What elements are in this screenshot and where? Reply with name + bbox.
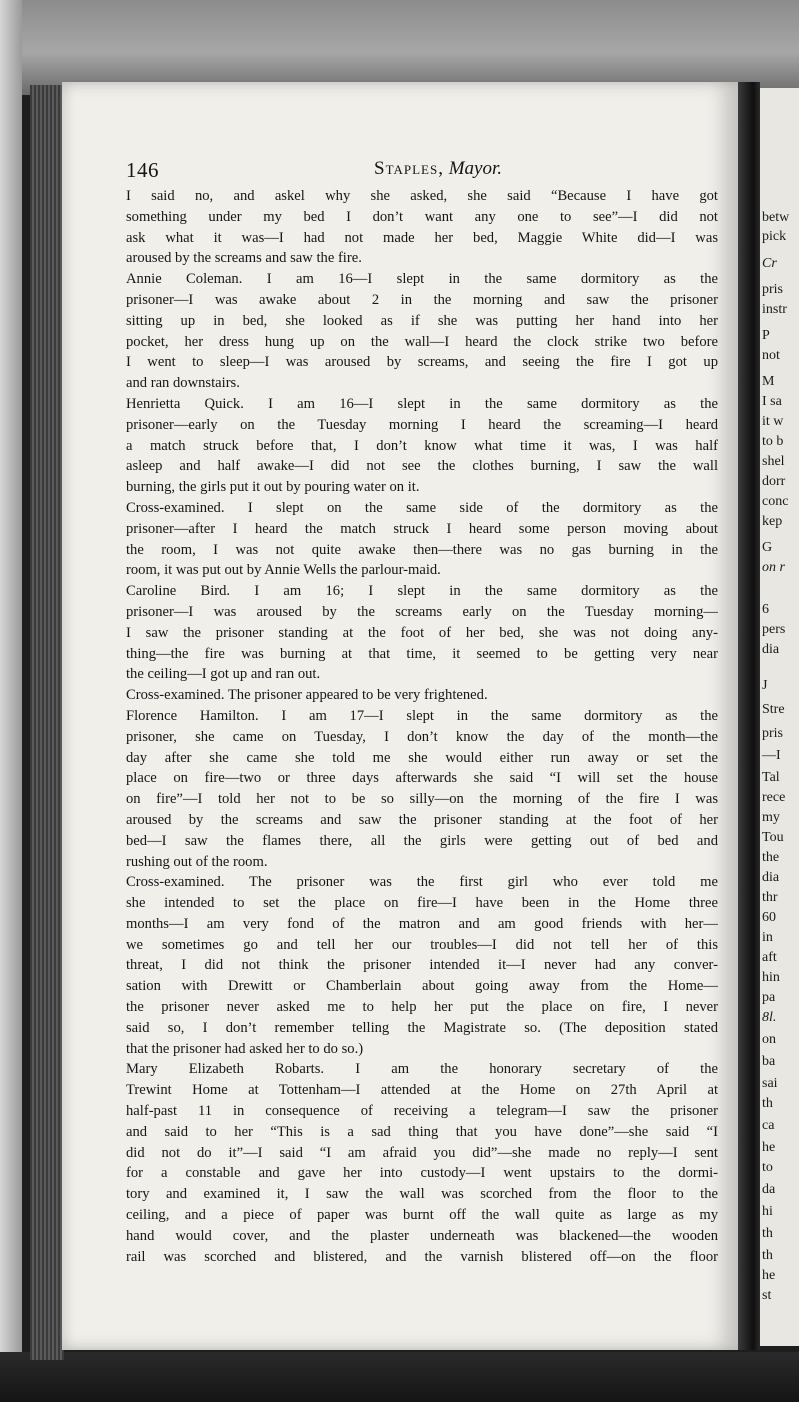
adjacent-page-fragment: Tou — [762, 830, 784, 845]
text-line: burning, the girls put it out by pouring water on it. — [126, 479, 420, 496]
adjacent-page-fragment: the — [762, 850, 780, 865]
adjacent-page-fragment: my — [762, 810, 780, 825]
text-line: I saw the prisoner standing at the foot of her bed, she was not doing any- — [126, 624, 718, 641]
text-line: sation with Drewitt or Chamberlain about going away from the Home— — [126, 978, 718, 995]
adjacent-page-fragment: dorr — [762, 474, 786, 489]
text-line: tory and examined it, I saw the wall was scorched from the floor to the — [126, 1186, 718, 1203]
adjacent-page-147 — [760, 88, 799, 1346]
text-line: place on fire—two or three days afterwards she said “I will set the house — [126, 770, 718, 787]
adjacent-page-fragment: th — [762, 1248, 773, 1263]
adjacent-page-fragment: on — [762, 1032, 776, 1047]
text-line: prisoner—after I heard the match struck I heard some person moving about — [126, 520, 718, 537]
text-line: that the prisoner had asked her to do so.) — [126, 1040, 364, 1057]
adjacent-page-fragment: 8l. — [762, 1010, 777, 1025]
adjacent-page-fragment: sai — [762, 1076, 778, 1091]
scanner-background-left — [0, 0, 22, 1402]
text-line: hand would cover, and the plaster underneath was blackened—the wooden — [126, 1227, 718, 1244]
adjacent-page-fragment: 6 — [762, 602, 769, 617]
text-line: prisoner, she came on Tuesday, I don’t know the day of the month—the — [126, 728, 718, 745]
text-line: day after she came she told me she would either run away or set the — [126, 749, 718, 766]
adjacent-page-fragment: pris — [762, 726, 783, 741]
text-line: threat, I did not think the prisoner intended it—I never had any conver- — [126, 957, 718, 974]
adjacent-page-fragment: P — [762, 328, 770, 343]
adjacent-page-fragment: st — [762, 1288, 772, 1303]
text-line: prisoner—I was awake about 2 in the morning and saw the prisoner — [126, 291, 718, 308]
text-line: half-past 11 in consequence of receiving a telegram—I saw the prisoner — [126, 1103, 718, 1120]
text-line: I said no, and askel why she asked, she said “Because I have got — [126, 188, 718, 204]
adjacent-page-fragment: thr — [762, 890, 778, 905]
text-line: room, it was put out by Annie Wells the parlour-maid. — [126, 562, 441, 579]
text-line: Cross-examined. The prisoner was the first girl who ever told me — [126, 874, 718, 891]
text-line: Annie Coleman. I am 16—I slept in the same dormitory as the — [126, 271, 718, 288]
text-line: the ceiling—I got up and ran out. — [126, 666, 321, 683]
text-line: we sometimes go and tell her our troubles—I did not tell her of this — [126, 936, 718, 953]
text-line: months—I am very fond of the matron and am good friends with her— — [126, 915, 718, 932]
adjacent-page-fragment: pa — [762, 990, 776, 1005]
text-line: said so, I don’t remember telling the Magistrate so. (The deposition stated — [126, 1019, 718, 1036]
text-line: Trewint Home at Tottenham—I attended at the Home on 27th April at — [126, 1082, 718, 1099]
book-page-edges — [30, 85, 64, 1360]
running-head-name: Staples, — [374, 158, 444, 179]
testimony-text — [126, 186, 718, 1267]
adjacent-page-fragment: to b — [762, 434, 784, 449]
text-line: bed—I saw the flames there, all the girls were getting out of bed and — [126, 832, 718, 849]
text-line: prisoner—I was aroused by the screams early on the Tuesday morning— — [126, 603, 718, 620]
text-line: and said to her “This is a sad thing that you have done”—she said “I — [126, 1123, 718, 1140]
text-line: rail was scorched and blistered, and the varnish blistered off—on the floor — [126, 1248, 718, 1265]
text-line: Mary Elizabeth Robarts. I am the honorary secretary of the — [126, 1061, 718, 1078]
text-line: on fire”—I told her not to be so silly—on the morning of the fire I was — [126, 791, 718, 808]
text-line: ceiling, and a piece of paper was burnt off the wall quite as large as my — [126, 1207, 718, 1224]
running-head-title: Mayor. — [448, 158, 503, 179]
text-line: and ran downstairs. — [126, 375, 240, 392]
adjacent-page-fragment: betw — [762, 210, 790, 225]
text-line: did not do it”—I said “I am afraid you did”—she made no reply—I sent — [126, 1144, 718, 1161]
page-number: 146 — [126, 158, 159, 182]
adjacent-page-fragment: M — [762, 374, 775, 389]
text-line: the prisoner never asked me to help her put the place on fire, I never — [126, 999, 718, 1016]
adjacent-page-fragment: pris — [762, 282, 783, 297]
text-line: asleep and half awake—I did not see the clothes burning, I saw the wall — [126, 458, 718, 475]
book-page-146 — [62, 82, 738, 1350]
text-line: rushing out of the room. — [126, 853, 268, 870]
text-line: aroused by the screams and saw the fire. — [126, 250, 362, 267]
adjacent-page-fragment: instr — [762, 302, 787, 317]
adjacent-page-fragment: th — [762, 1226, 773, 1241]
adjacent-page-fragment: he — [762, 1140, 776, 1155]
text-line: I went to sleep—I was aroused by screams, and seeing the fire I got up — [126, 354, 718, 371]
adjacent-page-fragment: hi — [762, 1204, 773, 1219]
text-line: ask what it was—I had not made her bed, Maggie White did—I was — [126, 229, 718, 246]
adjacent-page-fragment: dia — [762, 870, 780, 885]
text-line: she intended to set the place on fire—I have been in the Home three — [126, 895, 718, 912]
text-line: Cross-examined. The prisoner appeared to be very frightened. — [126, 687, 488, 704]
text-line: Henrietta Quick. I am 16—I slept in the same dormitory as the — [126, 395, 718, 412]
scanner-background-top — [0, 0, 799, 95]
adjacent-page-fragment: Cr — [762, 256, 777, 271]
adjacent-page-fragment: —I — [762, 748, 781, 763]
text-line: Cross-examined. I slept on the same side of the dormitory as the — [126, 499, 718, 516]
text-line: pocket, her dress hung up on the wall—I heard the clock strike two before — [126, 333, 718, 350]
adjacent-page-fragment: shel — [762, 454, 785, 469]
adjacent-page-fragment: dia — [762, 642, 780, 657]
adjacent-page-fragment: I sa — [762, 394, 782, 409]
text-line: for a constable and gave her into custody—I went upstairs to the dormi- — [126, 1165, 718, 1182]
scanner-background-bottom — [0, 1352, 799, 1402]
adjacent-page-fragment: on r — [762, 560, 785, 575]
adjacent-page-fragment: conc — [762, 494, 789, 509]
adjacent-page-fragment: it w — [762, 414, 784, 429]
text-line: something under my bed I don’t want any one to see”—I did not — [126, 208, 718, 225]
text-line: thing—the fire was burning at that time, it seemed to be getting very near — [126, 645, 718, 662]
adjacent-page-fragment: ba — [762, 1054, 776, 1069]
adjacent-page-fragment: to — [762, 1160, 773, 1175]
running-head — [374, 158, 502, 180]
adjacent-page-fragment: pick — [762, 229, 787, 244]
text-line: the room, I was not quite awake then—there was no gas burning in the — [126, 541, 718, 558]
text-line: aroused by the screams and saw the prisoner standing at the foot of her — [126, 811, 718, 828]
adjacent-page-fragment: not — [762, 348, 780, 363]
adjacent-page-fragment: Stre — [762, 702, 785, 717]
adjacent-page-fragment: hin — [762, 970, 780, 985]
adjacent-page-fragment: J — [762, 678, 768, 693]
text-line: Florence Hamilton. I am 17—I slept in the same dormitory as the — [126, 707, 718, 724]
adjacent-page-fragment: da — [762, 1182, 776, 1197]
adjacent-page-fragment: G — [762, 540, 773, 555]
text-line: Caroline Bird. I am 16; I slept in the same dormitory as the — [126, 583, 718, 600]
adjacent-page-fragment: pers — [762, 622, 786, 637]
adjacent-page-fragment: he — [762, 1268, 776, 1283]
adjacent-page-fragment: ca — [762, 1118, 775, 1133]
adjacent-page-fragment: aft — [762, 950, 777, 965]
adjacent-page-fragment: Tal — [762, 770, 780, 785]
adjacent-page-fragment: rece — [762, 790, 786, 805]
adjacent-page-fragment: 60 — [762, 910, 776, 925]
text-line: a match struck before that, I don’t know what time it was, I was half — [126, 437, 718, 454]
text-line: sitting up in bed, she looked as if she was putting her hand into her — [126, 312, 718, 329]
adjacent-page-fragment: in — [762, 930, 773, 945]
adjacent-page-fragment: th — [762, 1096, 773, 1111]
book-gutter — [738, 82, 760, 1350]
adjacent-page-fragment: kep — [762, 514, 783, 529]
text-line: prisoner—early on the Tuesday morning I heard the screaming—I heard — [126, 416, 718, 433]
